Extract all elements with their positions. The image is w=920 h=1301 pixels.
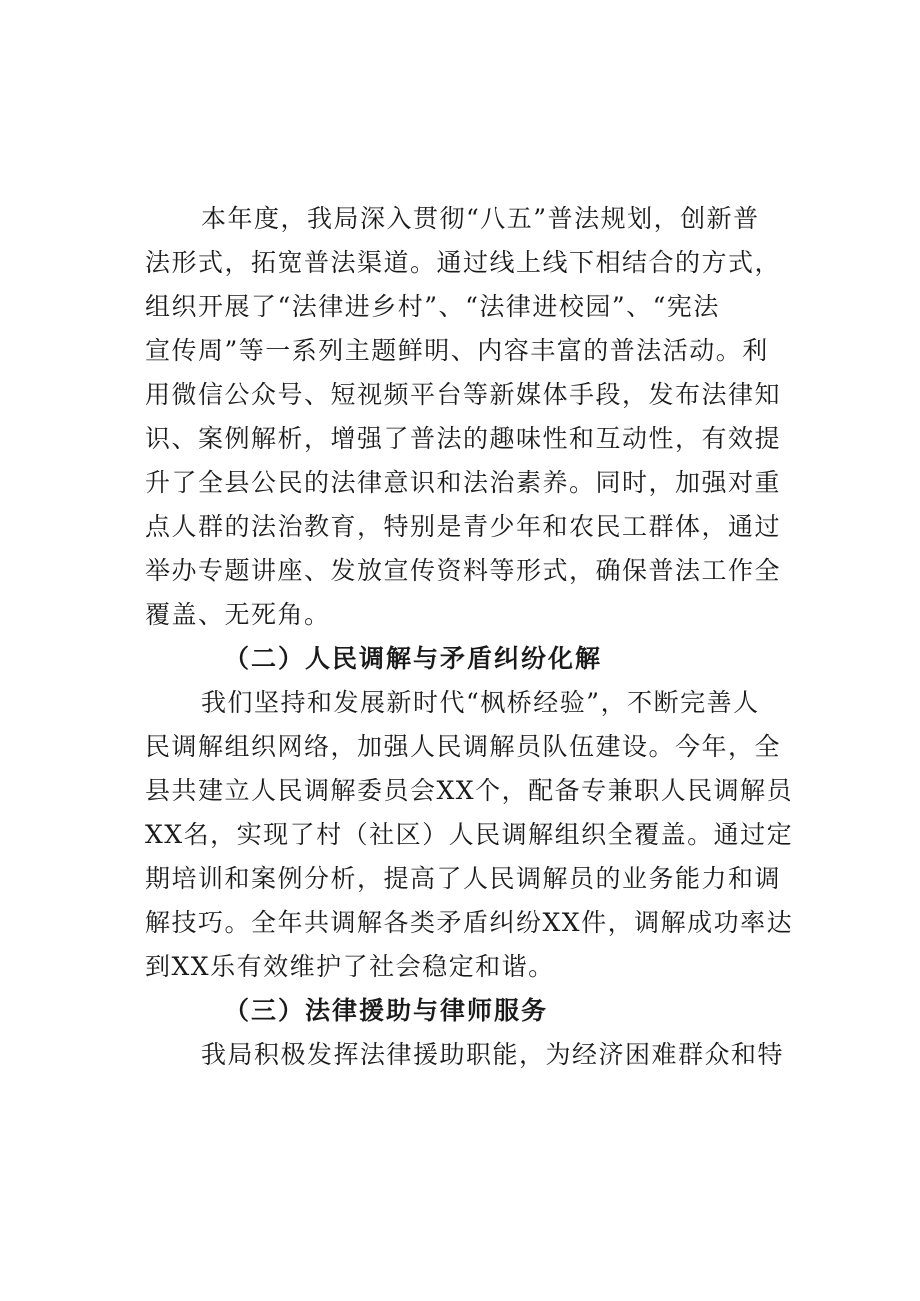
paragraph-line: 举办专题讲座、发放宣传资料等形式，确保普法工作全 [145,556,782,585]
paragraph-line: 升了全县公民的法律意识和法治素养。同时，加强对重 [145,468,782,497]
paragraph-line: 县共建立人民调解委员会XX个，配备专兼职人民调解员 [145,776,794,805]
paragraph-line: 用微信公众号、短视频平台等新媒体手段，发布法律知 [145,380,782,409]
paragraph-line: 点人群的法治教育，特别是青少年和农民工群体，通过 [145,512,782,541]
paragraph-line: 民调解组织网络，加强人民调解员队伍建设。今年，全 [145,732,782,761]
paragraph-line: 到XX乐有效维护了社会稳定和谐。 [145,952,555,981]
paragraph-line: 组织开展了“法律进乡村”、“法律进校园”、“宪法 [145,292,720,321]
paragraph-line: 我局积极发挥法律援助职能，为经济困难群众和特 [201,1040,785,1069]
paragraph-line: 解技巧。全年共调解各类矛盾纠纷XX件，调解成功率达 [145,908,794,937]
section-heading-legal-aid: （三）法律援助与律师服务 [224,996,549,1025]
paragraph-line: 法形式，拓宽普法渠道。通过线上线下相结合的方式， [145,248,782,277]
paragraph-line: 期培训和案例分析，提高了人民调解员的业务能力和调 [145,864,782,893]
paragraph-line: 宣传周”等一系列主题鲜明、内容丰富的普法活动。利 [145,336,769,365]
paragraph-line: 覆盖、无死角。 [145,600,331,629]
section-heading-mediation: （二）人民调解与矛盾纠纷化解 [224,644,603,673]
paragraph-line: 本年度，我局深入贯彻“八五”普法规划，创新普 [201,204,760,233]
paragraph-line: XX名，实现了村（社区）人民调解组织全覆盖。通过定 [145,820,794,849]
paragraph-line: 我们坚持和发展新时代“枫桥经验”，不断完善人 [201,688,760,717]
paragraph-line: 识、案例解析，增强了普法的趣味性和互动性，有效提 [145,424,782,453]
